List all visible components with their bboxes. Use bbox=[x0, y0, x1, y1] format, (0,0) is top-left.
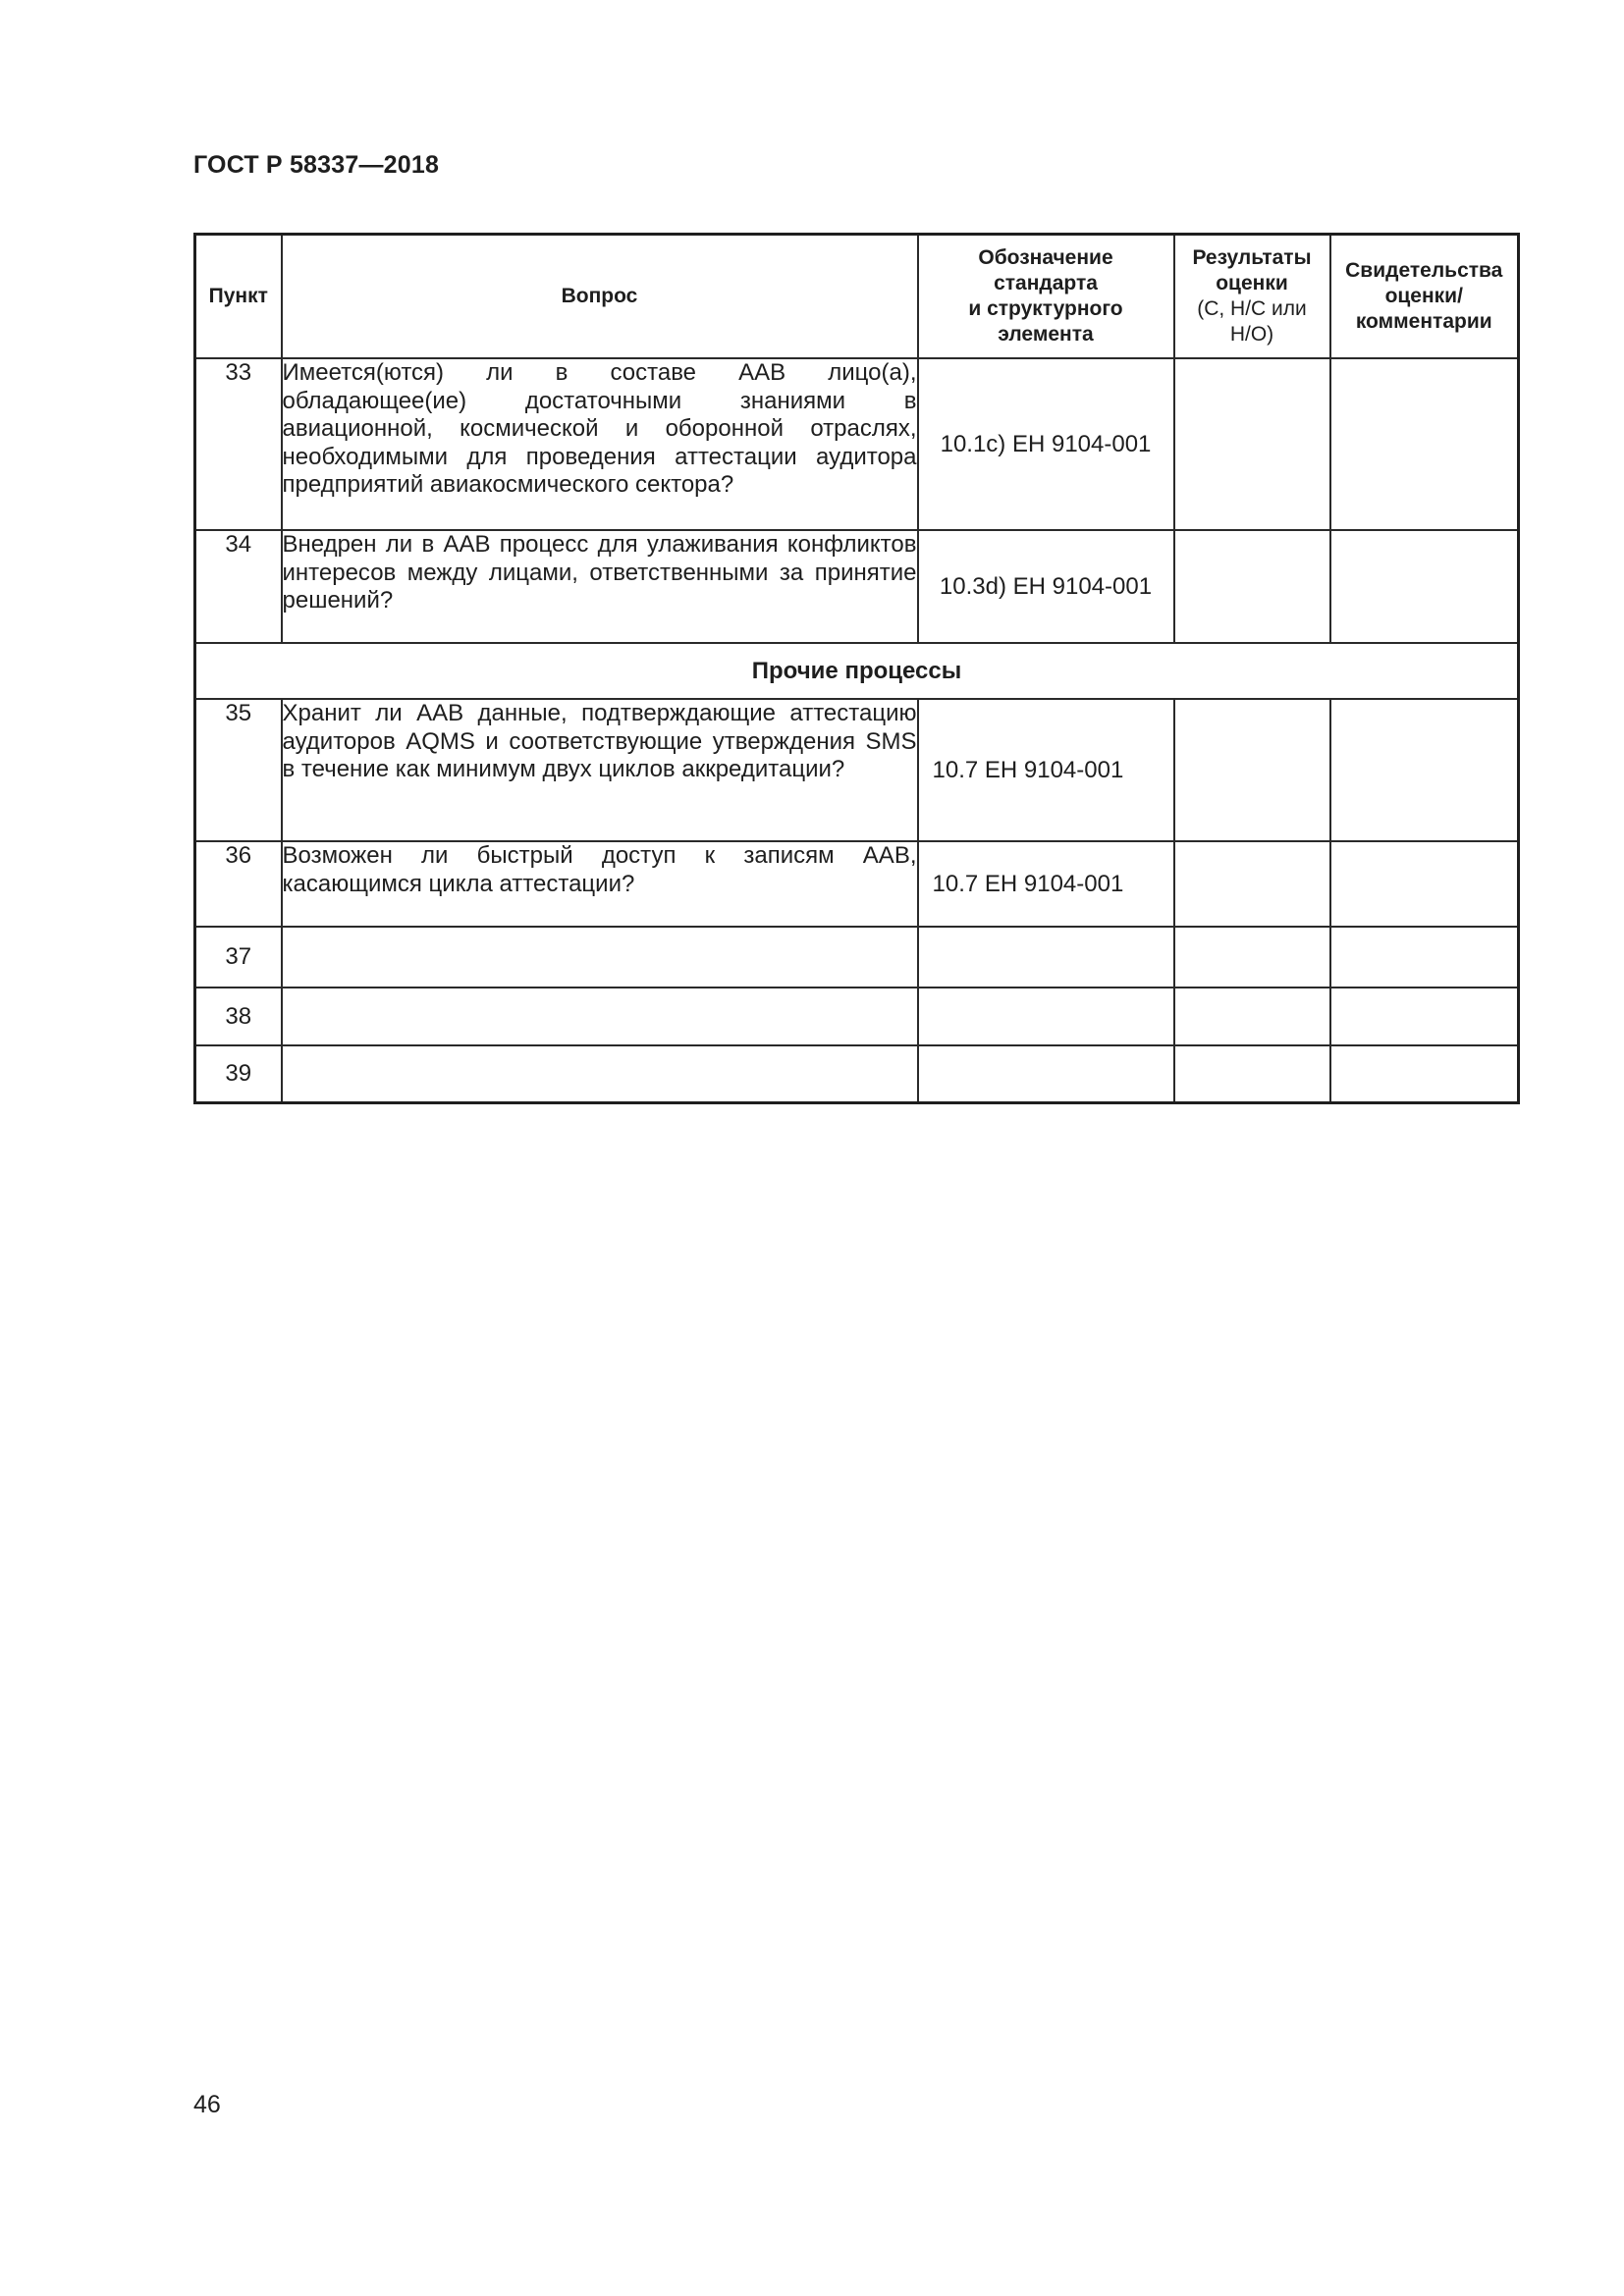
evidence-cell[interactable] bbox=[1330, 699, 1519, 841]
table-row bbox=[195, 358, 1519, 530]
result-cell[interactable] bbox=[1174, 927, 1330, 988]
header-text: элемента bbox=[998, 323, 1094, 346]
evidence-cell[interactable] bbox=[1330, 841, 1519, 927]
table-row bbox=[195, 988, 1519, 1045]
table-header-row bbox=[195, 235, 1519, 359]
question-text: Возможен ли быстрый доступ к записям ААВ, касающимся цикла аттестации? bbox=[282, 841, 918, 927]
row-number: 33 bbox=[195, 358, 282, 530]
reference-cell[interactable] bbox=[918, 927, 1174, 988]
table-row bbox=[195, 530, 1519, 643]
header-text: стандарта bbox=[994, 272, 1098, 294]
header-subtext: (С, Н/С или bbox=[1197, 297, 1307, 320]
result-cell[interactable] bbox=[1174, 1045, 1330, 1103]
question-cell[interactable] bbox=[282, 1045, 918, 1103]
row-number: 37 bbox=[195, 927, 282, 988]
table-row bbox=[195, 841, 1519, 927]
header-text: оценки bbox=[1216, 272, 1288, 294]
standard-reference: 10.7 EH 9104-001 bbox=[918, 699, 1174, 841]
table-row bbox=[195, 1045, 1519, 1103]
page-number: 46 bbox=[193, 2091, 221, 2118]
header-text: и структурного bbox=[968, 297, 1123, 320]
section-title: Прочие процессы bbox=[195, 643, 1519, 699]
table-row bbox=[195, 927, 1519, 988]
question-text: Хранит ли ААВ данные, подтверждающие аттестацию аудиторов AQMS и соответствующие утверждения SMS в течение как минимум двух циклов аккредитации? bbox=[282, 699, 918, 841]
header-text: Обозначение bbox=[978, 246, 1113, 269]
result-cell[interactable] bbox=[1174, 530, 1330, 643]
header-text: Свидетельства bbox=[1345, 259, 1503, 282]
header-text: оценки/ bbox=[1384, 285, 1463, 307]
header-text: комментарии bbox=[1355, 310, 1492, 333]
evidence-cell[interactable] bbox=[1330, 530, 1519, 643]
result-cell[interactable] bbox=[1174, 699, 1330, 841]
evidence-cell[interactable] bbox=[1330, 1045, 1519, 1103]
column-header-question: Вопрос bbox=[282, 235, 918, 359]
column-header-evidence bbox=[1330, 235, 1519, 359]
question-cell[interactable] bbox=[282, 927, 918, 988]
column-header-results bbox=[1174, 235, 1330, 359]
section-row bbox=[195, 643, 1519, 699]
evidence-cell[interactable] bbox=[1330, 988, 1519, 1045]
row-number: 34 bbox=[195, 530, 282, 643]
row-number: 38 bbox=[195, 988, 282, 1045]
question-cell[interactable] bbox=[282, 988, 918, 1045]
column-header-standard-ref bbox=[918, 235, 1174, 359]
row-number: 36 bbox=[195, 841, 282, 927]
evidence-cell[interactable] bbox=[1330, 927, 1519, 988]
document-code: ГОСТ Р 58337—2018 bbox=[193, 151, 440, 179]
standard-reference: 10.1c) EH 9104-001 bbox=[918, 358, 1174, 530]
question-text: Имеется(ются) ли в составе ААВ лицо(а), обладающее(ие) достаточными знаниями в авиационной, космической и оборонной отраслях, необходимыми для проведения аттестации аудитора предприятий авиакосмического сектора? bbox=[282, 358, 918, 530]
row-number: 35 bbox=[195, 699, 282, 841]
table-row bbox=[195, 699, 1519, 841]
audit-checklist-table bbox=[193, 233, 1520, 1104]
result-cell[interactable] bbox=[1174, 841, 1330, 927]
standard-reference: 10.7 EH 9104-001 bbox=[918, 841, 1174, 927]
header-subtext: Н/О) bbox=[1229, 323, 1274, 346]
row-number: 39 bbox=[195, 1045, 282, 1103]
standard-reference: 10.3d) EH 9104-001 bbox=[918, 530, 1174, 643]
column-header-num: Пункт bbox=[195, 235, 282, 359]
result-cell[interactable] bbox=[1174, 358, 1330, 530]
reference-cell[interactable] bbox=[918, 988, 1174, 1045]
evidence-cell[interactable] bbox=[1330, 358, 1519, 530]
result-cell[interactable] bbox=[1174, 988, 1330, 1045]
question-text: Внедрен ли в ААВ процесс для улаживания конфликтов интересов между лицами, ответственными за принятие решений? bbox=[282, 530, 918, 643]
header-text: Результаты bbox=[1192, 246, 1312, 269]
reference-cell[interactable] bbox=[918, 1045, 1174, 1103]
